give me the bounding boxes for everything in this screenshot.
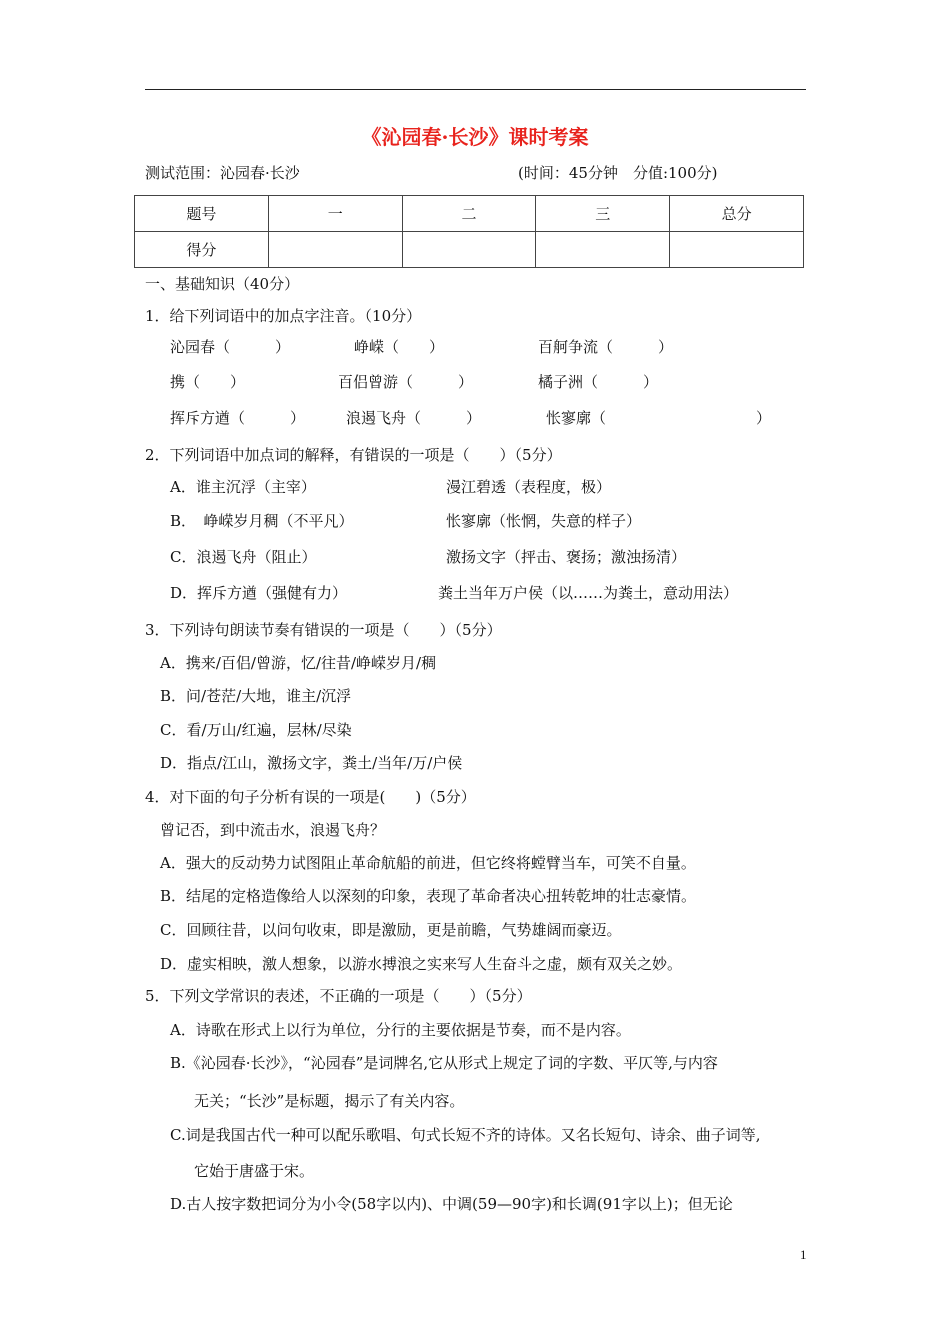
q4-quote: 曾记否，到中流击水，浪遏飞舟？ [160, 821, 386, 839]
q5-option-cont: 它始于唐盛于宋。 [194, 1162, 315, 1180]
score-header-cell: 题号 [135, 196, 269, 232]
score-header-cell: 总分 [670, 196, 804, 232]
q3-option: D．指点/江山，激扬文字，粪土/当年/万/户侯 [160, 754, 463, 772]
q5-stem: 5．下列文学常识的表述，不正确的一项是（ ）（5分） [145, 987, 532, 1005]
page-number: 1 [800, 1247, 807, 1262]
q2-option: 激扬文字（抨击、褒扬；激浊扬清） [446, 548, 687, 566]
q4-option: B．结尾的定格造像给人以深刻的印象，表现了革命者决心扭转乾坤的壮志豪情。 [160, 887, 697, 905]
score-table [134, 195, 804, 268]
score-header-cell: 二 [402, 196, 536, 232]
score-cell[interactable] [402, 232, 536, 268]
section-heading: 一、基础知识（40分） [145, 275, 300, 293]
q2-option: D．挥斥方遒（强健有力） [170, 584, 348, 602]
score-row-label: 得分 [135, 232, 269, 268]
score-cell[interactable] [268, 232, 402, 268]
q1-item: 沁园春（ ） [170, 338, 291, 356]
q1-item: 携（ ） [170, 373, 246, 391]
score-header-cell: 三 [536, 196, 670, 232]
q1-item: 百舸争流（ ） [538, 338, 674, 356]
q4-option: D．虚实相映，激人想象，以游水搏浪之实来写人生奋斗之虚，颇有双关之妙。 [160, 955, 683, 973]
q5-option: C.词是我国古代一种可以配乐歌唱、句式长短不齐的诗体。又名长短句、诗余、曲子词等, [170, 1126, 761, 1144]
q3-option: B．问/苍茫/大地，谁主/沉浮 [160, 687, 352, 705]
time-score: (时间：45分钟 分值:100分) [518, 164, 718, 182]
q4-option: A．强大的反动势力试图阻止革命航船的前进，但它终将螳臂当车，可笑不自量。 [160, 854, 696, 872]
q1-item: 峥嵘（ ） [354, 338, 445, 356]
score-cell[interactable] [670, 232, 804, 268]
q5-option-cont: 无关；“长沙”是标题，揭示了有关内容。 [194, 1092, 465, 1110]
score-cell[interactable] [536, 232, 670, 268]
q1-item: 百侣曾游（ ） [338, 373, 474, 391]
q3-option: C．看/万山/红遍，层林/尽染 [160, 721, 352, 739]
q1-item: 橘子洲（ ） [538, 373, 659, 391]
q2-stem: 2．下列词语中加点词的解释，有错误的一项是（ ）（5分） [145, 446, 562, 464]
q1-item: 浪遏飞舟（ ） [346, 409, 482, 427]
q2-option: B． 峥嵘岁月稠（不平凡） [170, 512, 354, 530]
q5-option: D.古人按字数把词分为小令(58字以内)、中调(59—90字)和长调(91字以上)；但无论 [170, 1195, 733, 1213]
score-table-header-row [135, 196, 804, 232]
q4-option: C．回顾往昔，以问句收束，即是激励，更是前瞻，气势雄阔而豪迈。 [160, 921, 622, 939]
q1-item: 挥斥方遒（ ） [170, 409, 306, 427]
q2-option: A．谁主沉浮（主宰） [170, 478, 316, 496]
q3-stem: 3．下列诗句朗读节奏有错误的一项是（ ）（5分） [145, 621, 502, 639]
q2-option: 漫江碧透（表程度，极） [446, 478, 612, 496]
q1-stem: 1．给下列词语中的加点字注音。（10分） [145, 307, 422, 325]
page-title: 《沁园春·长沙》课时考案 [361, 125, 589, 149]
header-rule [145, 89, 806, 90]
q2-option: 怅寥廓（怅惘，失意的样子） [446, 512, 642, 530]
q2-option: C．浪遏飞舟（阻止） [170, 548, 317, 566]
q1-item: 怅寥廓（ ） [546, 409, 772, 427]
q2-option: 粪土当年万户侯（以……为粪土，意动用法） [438, 584, 739, 602]
score-table-row [135, 232, 804, 268]
q4-stem: 4．对下面的句子分析有误的一项是( )（5分） [145, 788, 476, 806]
test-scope: 测试范围：沁园春·长沙 [145, 164, 300, 182]
q3-option: A．携来/百侣/曾游，忆/往昔/峥嵘岁月/稠 [160, 654, 437, 672]
q5-option: B.《沁园春·长沙》，“沁园春”是词牌名,它从形式上规定了词的字数、平仄等,与内容 [170, 1054, 718, 1072]
q5-option: A．诗歌在形式上以行为单位，分行的主要依据是节奏，而不是内容。 [170, 1021, 631, 1039]
score-header-cell: 一 [268, 196, 402, 232]
